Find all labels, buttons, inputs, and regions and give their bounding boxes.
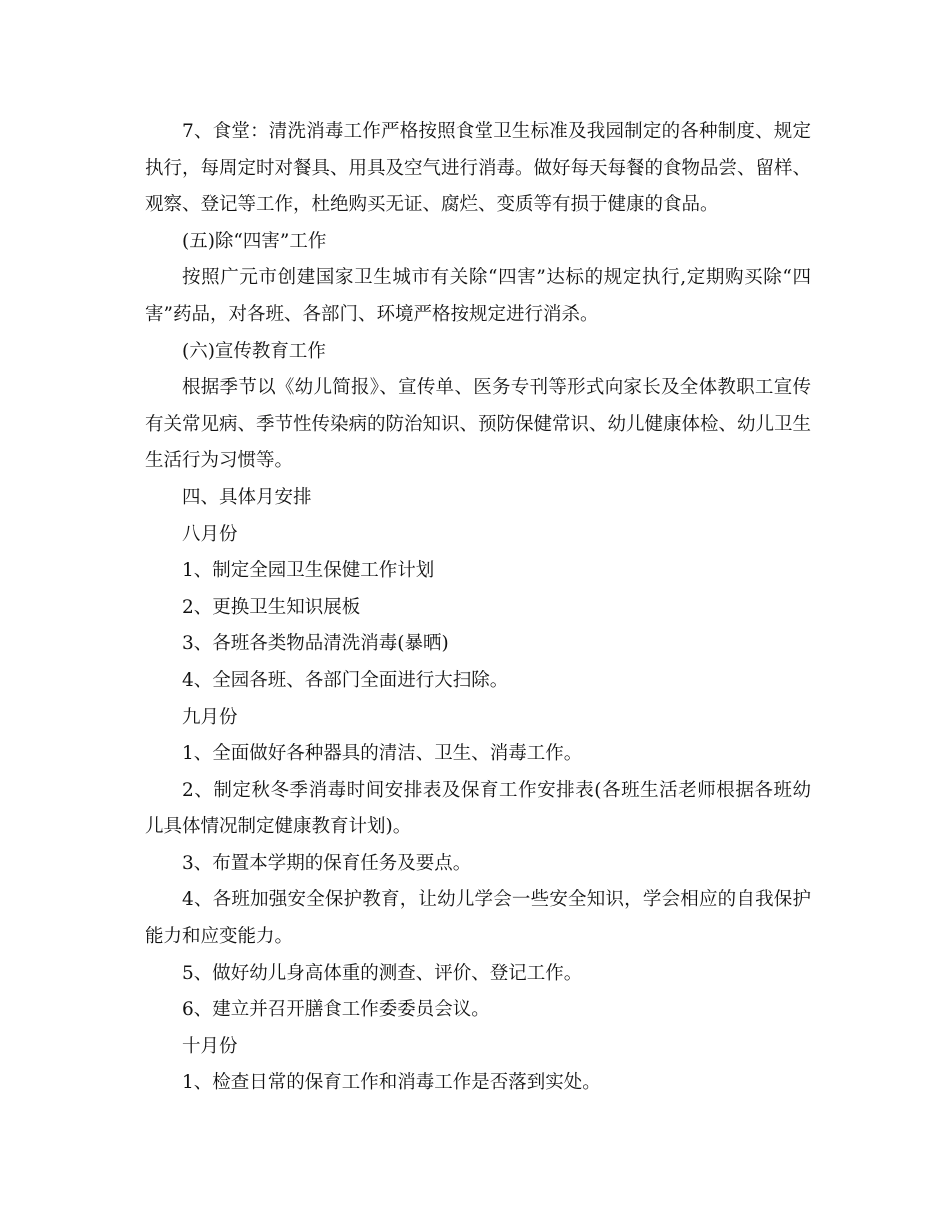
list-item-september-4: 4、各班加强安全保护教育，让幼儿学会一些安全知识，学会相应的自我保护能力和应变能力。 — [145, 889, 811, 948]
list-item-september-1: 1、全面做好各种器具的清洁、卫生、消毒工作。 — [182, 743, 583, 765]
paragraph-publicity-education: 根据季节以《幼儿简报》、宣传单、医务专刊等形式向家长及全体教职工宣传有关常见病、季节性传染病的防治知识、预防保健常识、幼儿健康体检、幼儿卫生生活行为习惯等。 — [145, 377, 812, 472]
heading-publicity-education: (六)宣传教育工作 — [182, 340, 326, 362]
list-item-september-5: 5、做好幼儿身高体重的测查、评价、登记工作。 — [182, 962, 583, 984]
heading-september: 九月份 — [182, 706, 238, 728]
list-item-august-2: 2、更换卫生知识展板 — [182, 596, 361, 618]
paragraph-pest-control: 按照广元市创建国家卫生城市有关除“四害”达标的规定执行,定期购买除“四害”药品，对各班、各部门、环境严格按规定进行消杀。 — [145, 267, 811, 325]
list-item-september-6: 6、建立并召开膳食工作委委员会议。 — [182, 999, 490, 1021]
document-body — [145, 114, 811, 1102]
heading-october: 十月份 — [182, 1035, 238, 1057]
heading-august: 八月份 — [182, 523, 238, 545]
heading-pest-control: (五)除“四害”工作 — [182, 230, 327, 252]
list-item-august-3: 3、各班各类物品清洗消毒(暴晒) — [182, 633, 449, 655]
list-item-august-4: 4、全园各班、各部门全面进行大扫除。 — [182, 669, 509, 691]
list-item-october-1: 1、检查日常的保育工作和消毒工作是否落到实处。 — [182, 1072, 601, 1094]
paragraph-canteen: 7、食堂：清洗消毒工作严格按照食堂卫生标准及我园制定的各种制度、规定执行，每周定时对餐具、用具及空气进行消毒。做好每天每餐的食物品尝、留样、观察、登记等工作，杜绝购买无证、腐烂、变质等有损于健康的食品。 — [145, 121, 812, 216]
heading-monthly-schedule: 四、具体月安排 — [182, 486, 312, 508]
list-item-september-3: 3、布置本学期的保育任务及要点。 — [182, 852, 472, 874]
list-item-august-1: 1、制定全园卫生保健工作计划 — [182, 560, 435, 582]
list-item-september-2: 2、制定秋冬季消毒时间安排表及保育工作安排表(各班生活老师根据各班幼儿具体情况制定健康教育计划)。 — [145, 779, 811, 838]
